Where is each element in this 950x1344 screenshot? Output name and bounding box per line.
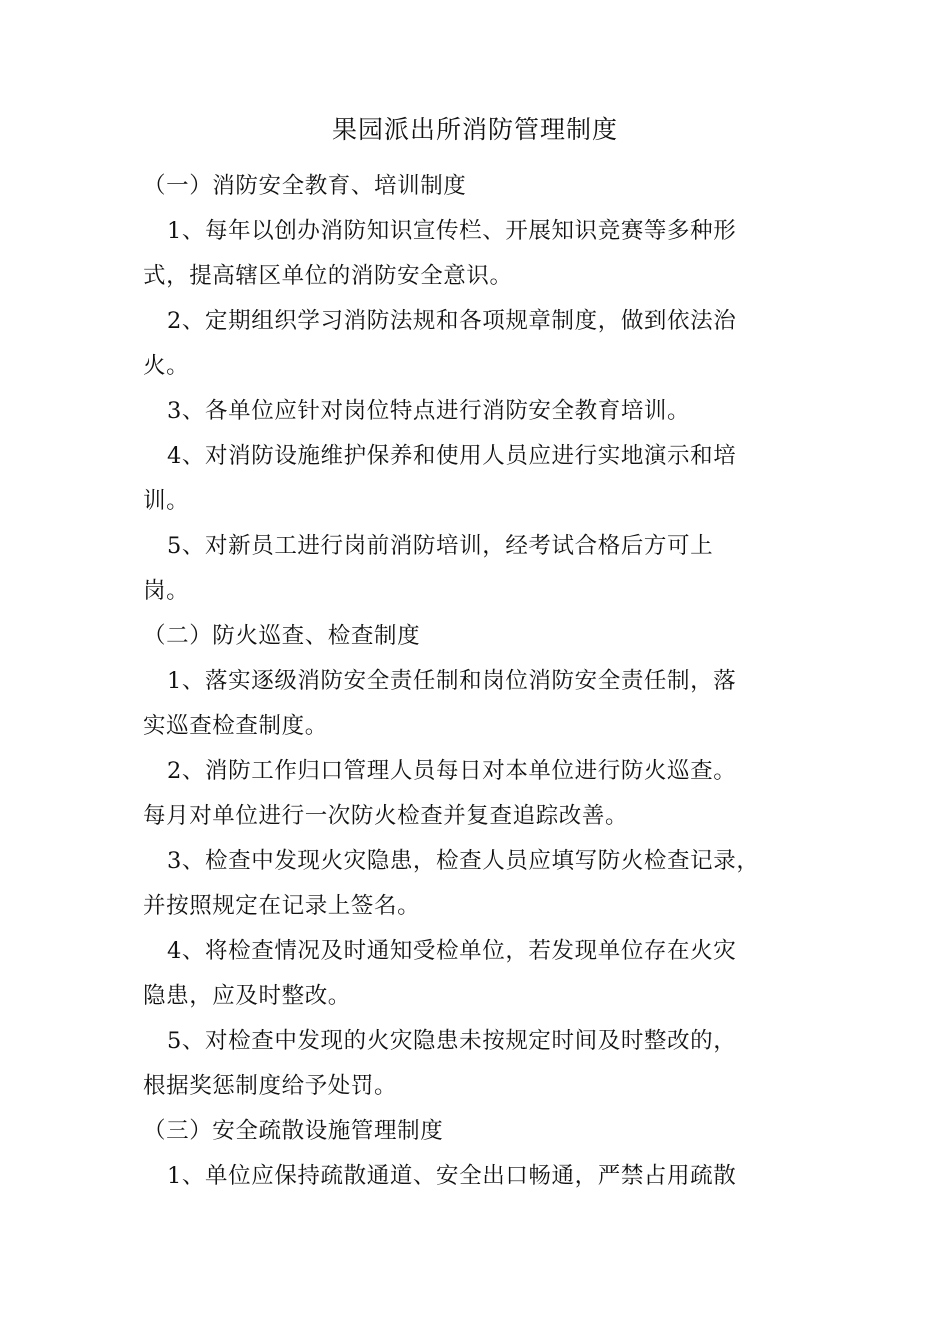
list-item-line: 1、单位应保持疏散通道、安全出口畅通，严禁占用疏散	[167, 1163, 737, 1189]
section-heading: （三）安全疏散设施管理制度	[143, 1118, 444, 1144]
document-title: 果园派出所消防管理制度	[331, 115, 618, 144]
list-item-line: 5、对新员工进行岗前消防培训，经考试合格后方可上	[167, 533, 714, 559]
section-heading: （二）防火巡查、检查制度	[143, 623, 421, 649]
continuation-line: 每月对单位进行一次防火检查并复查追踪改善。	[143, 803, 629, 829]
continuation-line: 根据奖惩制度给予处罚。	[143, 1073, 398, 1099]
list-item-line: 4、对消防设施维护保养和使用人员应进行实地演示和培	[167, 443, 737, 469]
document-body	[143, 164, 813, 1199]
list-item-line: 2、定期组织学习消防法规和各项规章制度，做到依法治	[167, 308, 737, 334]
list-item-line: 2、消防工作归口管理人员每日对本单位进行防火巡查。	[167, 758, 737, 784]
continuation-line: 岗。	[143, 578, 190, 604]
list-item-line: 5、对检查中发现的火灾隐患未按规定时间及时整改的，	[167, 1028, 737, 1054]
list-item-line: 3、检查中发现火灾隐患，检查人员应填写防火检查记录，	[167, 848, 760, 874]
continuation-line: 式，提高辖区单位的消防安全意识。	[143, 263, 513, 289]
list-item-line: 3、各单位应针对岗位特点进行消防安全教育培训。	[167, 398, 691, 424]
continuation-line: 隐患，应及时整改。	[143, 983, 351, 1009]
continuation-line: 实巡查检查制度。	[143, 713, 328, 739]
continuation-line: 训。	[143, 488, 190, 514]
continuation-line: 火。	[143, 353, 190, 379]
continuation-line: 并按照规定在记录上签名。	[143, 893, 421, 919]
list-item-line: 4、将检查情况及时通知受检单位，若发现单位存在火灾	[167, 938, 737, 964]
list-item-line: 1、每年以创办消防知识宣传栏、开展知识竞赛等多种形	[167, 218, 737, 244]
list-item-line: 1、落实逐级消防安全责任制和岗位消防安全责任制，落	[167, 668, 737, 694]
section-heading: （一）消防安全教育、培训制度	[143, 173, 467, 199]
